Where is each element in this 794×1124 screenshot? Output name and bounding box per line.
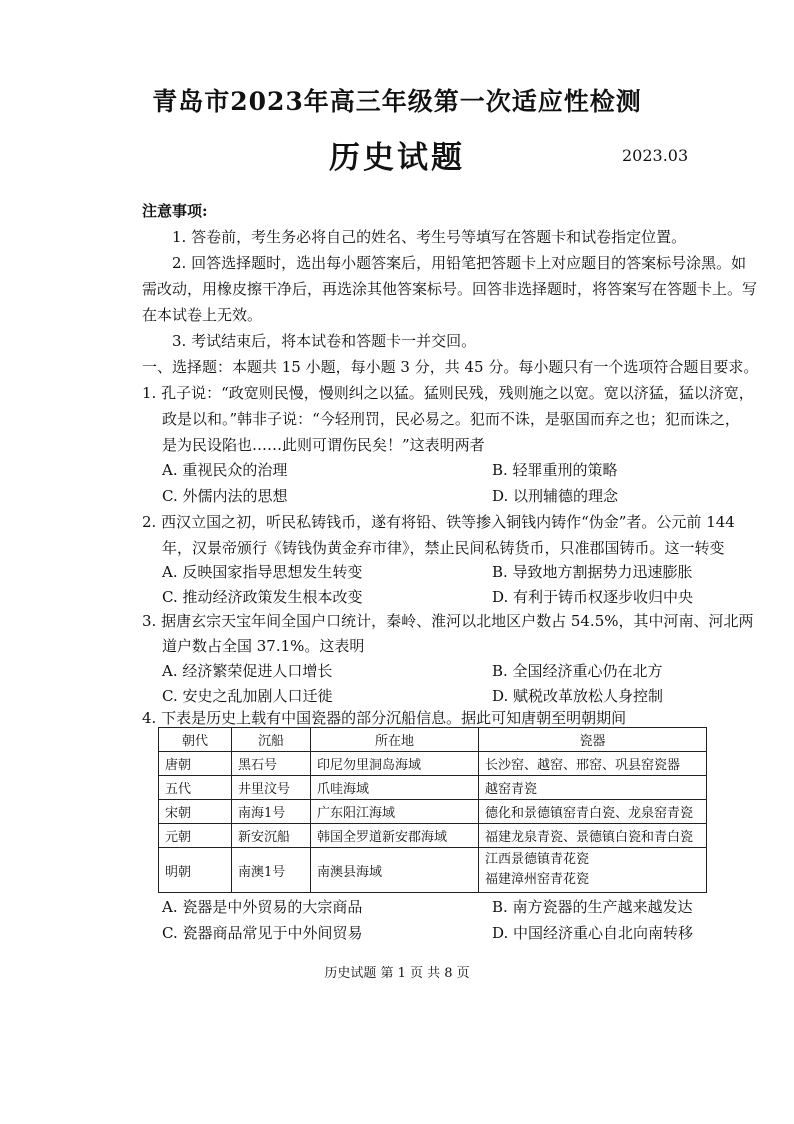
col-ship-header: 沉船 [232, 728, 311, 752]
notice-line-2c: 在本试卷上无效。 [142, 306, 263, 324]
cell-porcelain: 福建龙泉青瓷、景德镇白瓷和青白瓷 [479, 824, 707, 848]
q2-option-b: B. 导致地方割据势力迅速膨胀 [492, 563, 693, 581]
table-row [159, 848, 707, 893]
cell-location: 广东阳江海域 [311, 800, 479, 824]
shipwreck-table [158, 727, 707, 893]
q1-line-2: 政是以和。”韩非子说：“今轻刑罚，民必易之。犯而不诛，是驱国而弃之也；犯而诛之， [162, 410, 740, 428]
q3-option-a: A. 经济繁荣促进人口增长 [162, 662, 333, 680]
cell-location: 印尼勿里洞岛海域 [311, 752, 479, 776]
q3-option-d: D. 赋税改革放松人身控制 [492, 687, 664, 705]
notice-heading: 注意事项: [142, 202, 208, 220]
cell-porcelain: 长沙窑、越窑、邢窑、巩县窑瓷器 [479, 752, 707, 776]
q3-line-1: 3. 据唐玄宗天宝年间全国户口统计，秦岭、淮河以北地区户数占 54.5%，其中河南、河北两 [142, 612, 754, 630]
cell-ship: 南海1号 [232, 800, 311, 824]
subject-title: 历史试题 [329, 140, 465, 176]
q4-option-a: A. 瓷器是中外贸易的大宗商品 [162, 898, 363, 916]
q2-option-d: D. 有利于铸币权逐步收归中央 [492, 588, 694, 606]
cell-dynasty: 五代 [159, 776, 232, 800]
q2-line-2: 年，汉景帝颁行《铸钱伪黄金弃市律》，禁止民间私铸货币，只准郡国铸币。这一转变 [162, 539, 725, 557]
q1-option-c: C. 外儒内法的思想 [162, 487, 288, 505]
cell-porcelain: 德化和景德镇窑青白瓷、龙泉窑青瓷 [479, 800, 707, 824]
notice-line-1: 1. 答卷前，考生务必将自己的姓名、考生号等填写在答题卡和试卷指定位置。 [172, 228, 687, 246]
notice-line-2b: 需改动，用橡皮擦干净后，再选涂其他答案标号。回答非选择题时，将答案写在答题卡上。写 [142, 280, 758, 298]
page-footer: 历史试题 第 1 页 共 8 页 [324, 966, 470, 981]
cell-ship: 南澳1号 [232, 848, 311, 893]
cell-dynasty: 元朝 [159, 824, 232, 848]
cell-ship: 黑石号 [232, 752, 311, 776]
q3-option-b: B. 全国经济重心仍在北方 [492, 662, 663, 680]
q4-option-d: D. 中国经济重心自北向南转移 [492, 924, 694, 942]
exam-title: 青岛市2023年高三年级第一次适应性检测 [152, 87, 642, 116]
cell-porcelain-line-1: 江西景德镇青花瓷 [485, 852, 590, 867]
col-location-header: 所在地 [311, 728, 479, 752]
q1-option-b: B. 轻罪重刑的策略 [492, 461, 618, 479]
q4-option-b: B. 南方瓷器的生产越来越发达 [492, 898, 693, 916]
q2-line-1: 2. 西汉立国之初，听民私铸钱币，遂有将铅、铁等掺入铜钱内铸作“伪金”者。公元前 144 [142, 513, 735, 531]
cell-dynasty: 唐朝 [159, 752, 232, 776]
q2-option-a: A. 反映国家指导思想发生转变 [162, 563, 363, 581]
q3-line-2: 道户数占全国 37.1%。这表明 [162, 637, 365, 655]
q2-option-c: C. 推动经济政策发生根本改变 [162, 588, 363, 606]
cell-dynasty: 明朝 [159, 848, 232, 893]
notice-line-3: 3. 考试结束后，将本试卷和答题卡一并交回。 [172, 332, 477, 350]
q4-line-1: 4. 下表是历史上载有中国瓷器的部分沉船信息。据此可知唐朝至明朝期间 [142, 709, 627, 727]
section-heading: 一、选择题：本题共 15 小题，每小题 3 分，共 45 分。每小题只有一个选项符合题目要求。 [142, 358, 759, 376]
cell-porcelain: 越窑青瓷 [479, 776, 707, 800]
col-porcelain-header: 瓷器 [479, 728, 707, 752]
table-header-row [159, 728, 707, 752]
q3-option-c: C. 安史之乱加剧人口迁徙 [162, 687, 333, 705]
cell-location: 爪哇海域 [311, 776, 479, 800]
cell-porcelain-line-2: 福建漳州窑青花瓷 [485, 872, 590, 887]
cell-location: 南澳县海域 [311, 848, 479, 893]
q4-option-c: C. 瓷器商品常见于中外间贸易 [162, 924, 363, 942]
q1-option-a: A. 重视民众的治理 [162, 461, 288, 479]
table-row [159, 800, 707, 824]
table-row [159, 752, 707, 776]
notice-line-2a: 2. 回答选择题时，选出每小题答案后，用铅笔把答题卡上对应题目的答案标号涂黑。如 [172, 254, 747, 272]
q1-line-1: 1. 孔子说：“政宽则民慢，慢则纠之以猛。猛则民残，残则施之以宽。宽以济猛，猛以济宽， [142, 384, 754, 402]
q1-line-3: 是为民设陷也……此则可谓伤民矣！”这表明两者 [162, 436, 485, 454]
cell-porcelain [479, 848, 707, 893]
col-dynasty-header: 朝代 [159, 728, 232, 752]
cell-dynasty: 宋朝 [159, 800, 232, 824]
exam-date: 2023.03 [622, 146, 689, 165]
cell-ship: 新安沉船 [232, 824, 311, 848]
cell-ship: 井里汶号 [232, 776, 311, 800]
table-row [159, 824, 707, 848]
q1-option-d: D. 以刑辅德的理念 [492, 487, 619, 505]
table-row [159, 776, 707, 800]
cell-location: 韩国全罗道新安郡海域 [311, 824, 479, 848]
